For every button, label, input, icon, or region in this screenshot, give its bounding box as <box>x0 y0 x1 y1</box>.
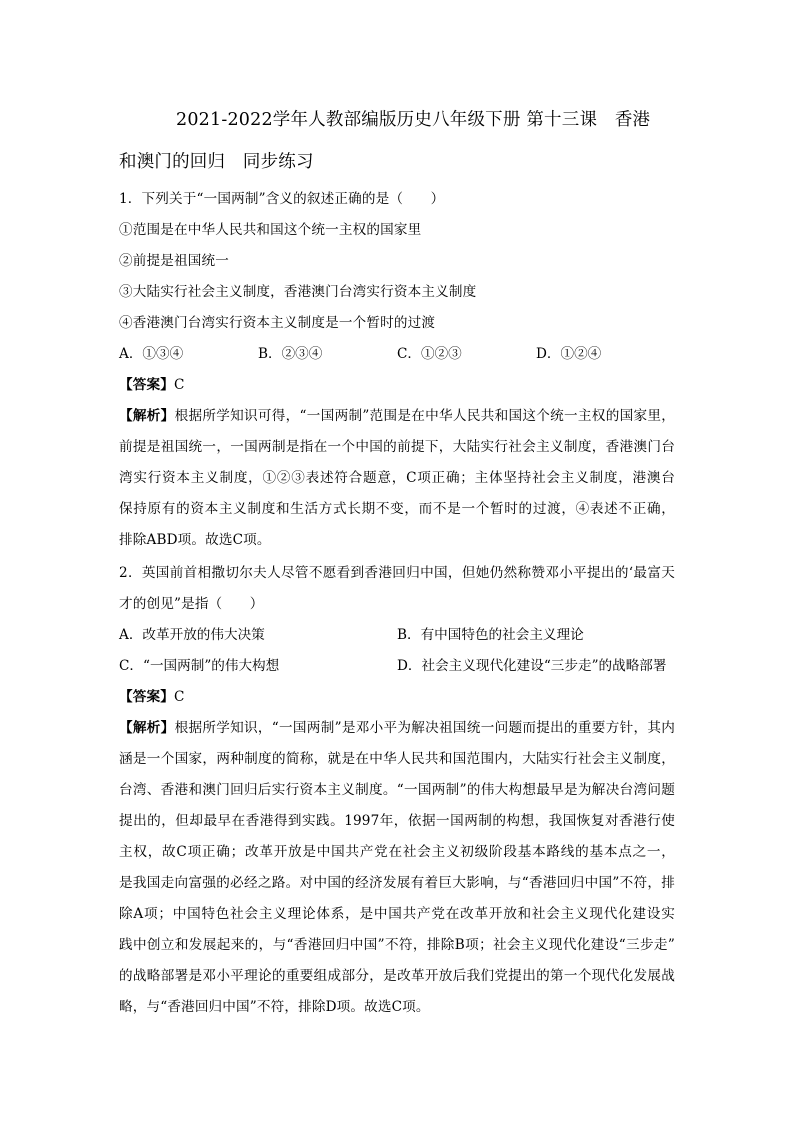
q2-analysis-label: 【解析】 <box>119 720 175 736</box>
q2-analysis-line: 略，与“香港回归中国”不符，排除D项。故选C项。 <box>119 999 430 1015</box>
q1-option-a: A．①③④ <box>119 346 184 362</box>
q2-option-b: B．有中国特色的社会主义理论 <box>397 627 584 643</box>
q1-answer-label: 【答案】 <box>119 377 174 393</box>
q2-analysis-line: 践中创立和发展起来的，与“香港回归中国”不符，排除B项；社会主义现代化建设“三步走” <box>119 937 675 953</box>
q1-analysis-line: 前提是祖国统一，一国两制是指在一个中国的前提下，大陆实行社会主义制度，香港澳门台 <box>119 439 675 455</box>
q2-option-a: A．改革开放的伟大决策 <box>119 627 265 643</box>
q2-stem-line: 2．英国前首相撒切尔夫人尽管不愿看到香港回归中国，但她仍然称赞邓小平提出的‘最富天 <box>119 565 675 581</box>
q2-analysis-line: 【解析】根据所学知识，“一国两制”是邓小平为解决祖国统一问题而提出的重要方针，其内 <box>119 720 675 736</box>
q2-option-c: C．“一国两制”的伟大构想 <box>119 658 280 674</box>
q1-item-2: ②前提是祖国统一 <box>119 253 229 269</box>
q1-option-b: B．②③④ <box>258 346 323 362</box>
q1-answer-value: C <box>173 377 185 393</box>
q2-analysis-line: 涵是一个国家，两种制度的简称，就是在中华人民共和国范围内，大陆实行社会主义制度， <box>119 751 675 767</box>
q1-item-1: ①范围是在中华人民共和国这个统一主权的国家里 <box>119 222 422 238</box>
doc-title-line1: 2021-2022学年人教部编版历史八年级下册 第十三课 香港 <box>176 110 651 130</box>
q2-option-d: D．社会主义现代化建设“三步走”的战略部署 <box>397 658 667 674</box>
q2-answer <box>119 685 185 705</box>
q2-analysis-line: 提出的，但却最早在香港得到实践。1997年，依据一国两制的构想，我国恢复对香港行使 <box>119 813 675 829</box>
q1-stem: 1．下列关于“一国两制”含义的叙述正确的是（ ） <box>119 191 445 207</box>
q1-option-d: D．①②④ <box>536 346 602 362</box>
q1-item-3: ③大陆实行社会主义制度，香港澳门台湾实行资本主义制度 <box>119 284 477 300</box>
q1-answer <box>119 373 185 393</box>
q1-analysis-line: 湾实行资本主义制度，①②③表述符合题意，C项正确；主体坚持社会主义制度，港澳台 <box>119 470 675 486</box>
q2-analysis-line: 台湾、香港和澳门回归后实行资本主义制度。“一国两制”的伟大构想最早是为解决台湾问题 <box>119 782 675 798</box>
q1-analysis-label: 【解析】 <box>119 408 175 424</box>
q1-analysis-line: 保持原有的资本主义制度和生活方式长期不变，而不是一个暂时的过渡，④表述不正确， <box>119 501 675 517</box>
doc-title-line2: 和澳门的回归 同步练习 <box>119 152 314 172</box>
q2-analysis-line: 除A项；中国特色社会主义理论体系，是中国共产党在改革开放和社会主义现代化建设实 <box>119 906 675 922</box>
q2-analysis-line: 主权，故C项正确；改革开放是中国共产党在社会主义初级阶段基本路线的基本点之一， <box>119 844 675 860</box>
q1-item-4: ④香港澳门台湾实行资本主义制度是一个暂时的过渡 <box>119 315 436 331</box>
q2-analysis-line: 是我国走向富强的必经之路。对中国的经济发展有着巨大影响，与“香港回归中国”不符，排 <box>119 875 675 891</box>
q2-answer-label: 【答案】 <box>119 689 174 705</box>
q1-option-c: C．①②③ <box>397 346 462 362</box>
q1-analysis-line: 【解析】根据所学知识可得，“一国两制”范围是在中华人民共和国这个统一主权的国家里， <box>119 408 675 424</box>
q1-analysis-line: 排除ABD项。故选C项。 <box>119 532 271 548</box>
q2-analysis-line: 的战略部署是邓小平理论的重要组成部分，是改革开放后我们党提出的第一个现代化发展战 <box>119 968 675 984</box>
q2-answer-value: C <box>173 689 185 705</box>
q2-stem-line: 才的创见”是指（ ） <box>119 596 264 612</box>
